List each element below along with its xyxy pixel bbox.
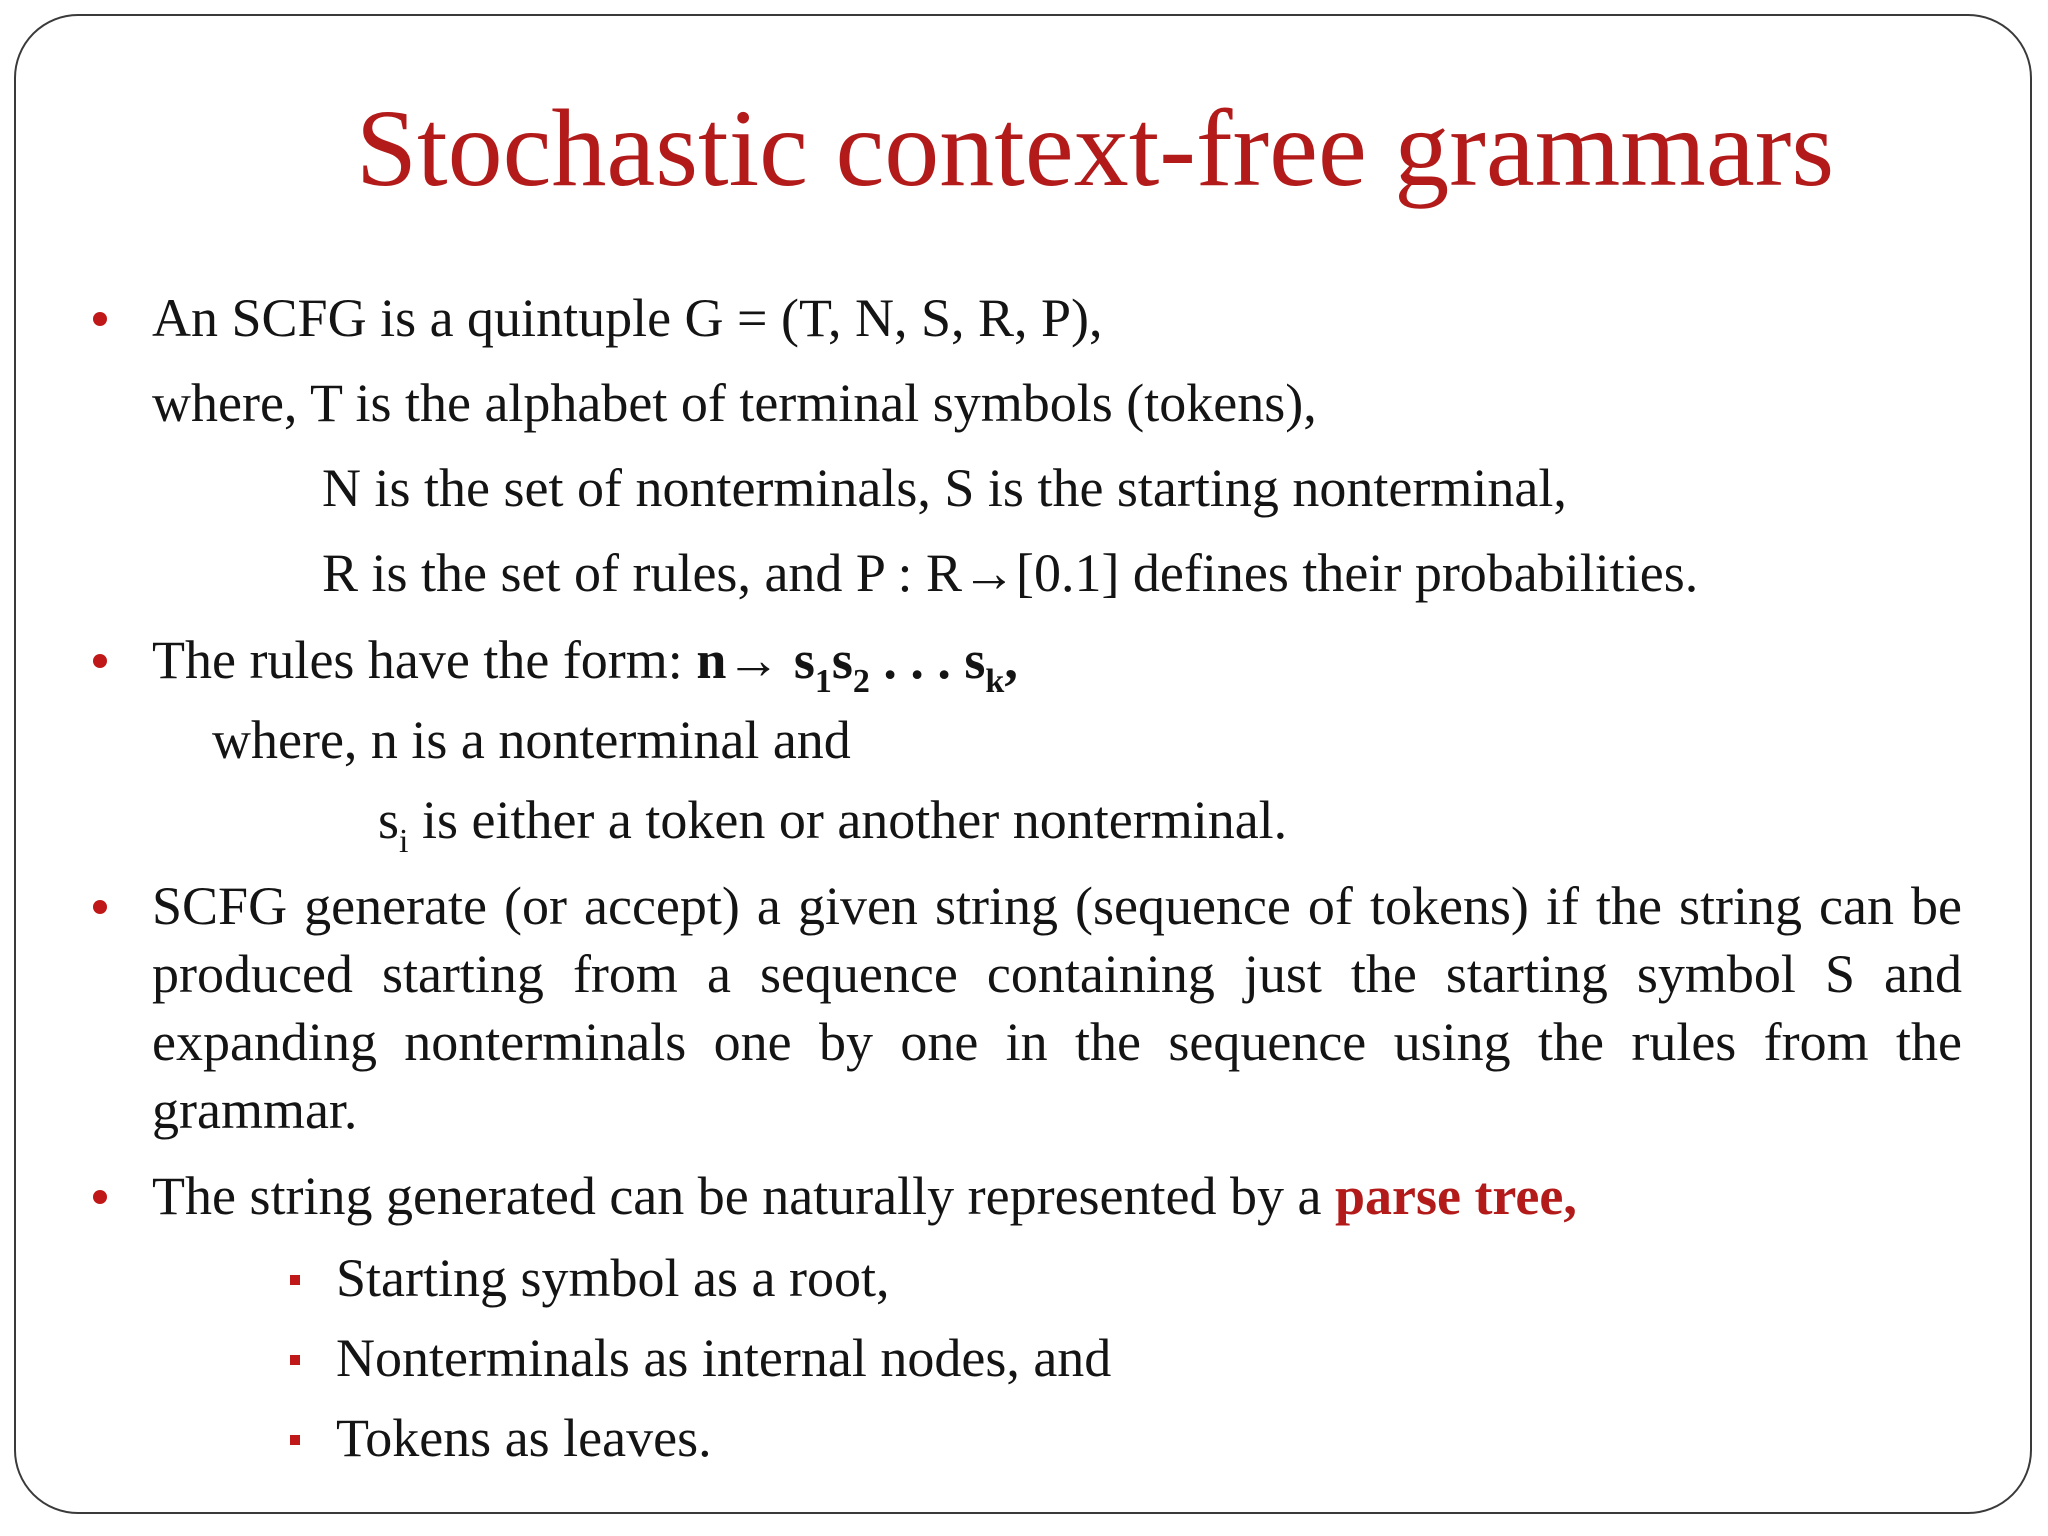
- formula-lhs: n→ s: [696, 630, 815, 690]
- b1-line1: An SCFG is a quintuple G = (T, N, S, R, P),: [152, 288, 1103, 348]
- slide-title: Stochastic context-free grammars: [355, 87, 1835, 209]
- b1-line3: N is the set of nonterminals, S is the starting nonterminal,: [322, 458, 1567, 518]
- formula-sub-2: 2: [852, 663, 870, 700]
- square-bullet-icon: [290, 1275, 300, 1285]
- formula-sub-1: 1: [814, 663, 832, 700]
- b4-subitem: Starting symbol as a root,: [336, 1248, 890, 1308]
- b4-subitem: Tokens as leaves.: [336, 1408, 712, 1468]
- rule-formula: [696, 630, 1018, 700]
- formula-sub-k: k: [985, 663, 1005, 700]
- square-bullet-icon: [290, 1355, 300, 1365]
- b2-line2: where, n is a nonterminal and: [212, 710, 851, 770]
- b2-sub-i: i: [399, 823, 409, 860]
- b2-line3: [378, 788, 1287, 860]
- formula-dots: . . . s: [869, 630, 986, 690]
- b4-subitem: Nonterminals as internal nodes, and: [336, 1328, 1112, 1388]
- b4-prefix: The string generated can be naturally represented by a: [152, 1166, 1335, 1226]
- formula-comma: ,: [1004, 630, 1018, 690]
- bullet-dot-icon: [93, 900, 107, 914]
- bullet-dot-icon: [93, 654, 107, 668]
- formula-s2: s: [831, 630, 853, 690]
- b1-line2: where, T is the alphabet of terminal symbols (tokens),: [152, 373, 1317, 433]
- b2-s: s: [378, 790, 400, 850]
- parse-tree-highlight: parse tree,: [1334, 1166, 1577, 1226]
- b1-line4: R is the set of rules, and P : R→[0.1] defines their probabilities.: [322, 543, 1699, 603]
- bullet-dot-icon: [93, 1190, 107, 1204]
- b2-line1: [152, 628, 1018, 700]
- b2-line3-rest: is either a token or another nonterminal.: [408, 790, 1288, 850]
- b3-paragraph: SCFG generate (or accept) a given string (sequence of tokens) if the string can be produced starting from a sequence containing just the starting symbol S and expanding nonterminals one by one in the sequence using the rules from the grammar.: [152, 876, 1962, 1140]
- b2-prefix: The rules have the form:: [152, 630, 697, 690]
- b4-line1: [152, 1164, 1577, 1228]
- bullet-dot-icon: [93, 312, 107, 326]
- square-bullet-icon: [290, 1435, 300, 1445]
